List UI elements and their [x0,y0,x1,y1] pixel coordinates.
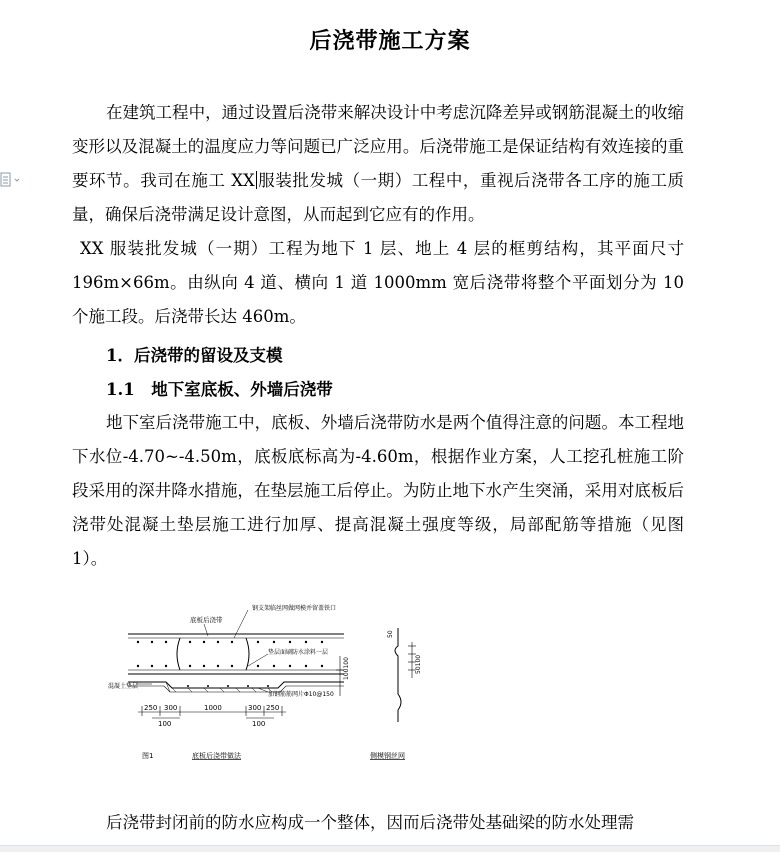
figure-label-top: 底板后浇带 [190,616,223,624]
figure-dim-1000: 1000 [204,704,222,712]
figure-dim-250b: 250 [266,704,280,712]
figure-dim-300b: 300 [248,704,262,712]
paragraph-intro-a: 在建筑工程中，通过设置后浇带来解决设计中考虑沉降差异或钢筋混凝土的收缩变形以及混凝土的温度应力等问题已广泛应用。后浇带施工是保证结构有效连接的重要环节。我司在施工 XX [72,103,684,190]
figure-label-waterproof: 垫层面刷防水涂料一层 [268,649,329,656]
figure-caption-left: 底板后浇带做法 [192,752,241,760]
figure-caption-right: 侧模钢丝网 [370,752,405,760]
paragraph-basement: 地下室后浇带施工中，底板、外墙后浇带防水是两个值得注意的问题。本工程地下水位-4.70~-4.50m，底板底标高为-4.60m，根据作业方案，人工挖孔桩施工阶段采用的深井降水措施，在垫层施工后停止。为防止地下水产生突涌，采用对底板后浇带处混凝土垫层施工进行加厚、提高混凝土强度等级，局部配筋等措施（见图 1）。 [72,413,684,568]
figure-label-cushion: 混凝土垫层 [108,683,139,690]
text-cursor [256,171,257,189]
paragraph-intro-b: 服装批发城（一期）工程中，重视后浇带各工序的施工质量，确保后浇带满足设计意图，从而起到它应有的作用。 [72,171,685,224]
figure-right-top-dim: 50 [387,630,394,638]
paragraph-intro [72,96,684,232]
paragraph-waterproof: 后浇带封闭前的防水应构成一个整体，因而后浇带处基础梁的防水处理需 [106,813,634,832]
figure-dim-300a: 300 [164,704,178,712]
figure-right-mid-dim: 50100 [415,654,422,674]
paragraph-project: XX 服装批发城（一期）工程为地下 1 层、地上 4 层的框剪结构，其平面尺寸 196m×66m。由纵向 4 道、横向 1 道 1000mm 宽后浇带将整个平面划分为 10 个施工段。后浇带长达 460m。 [72,239,684,326]
figure-dim-100b: 100 [252,720,266,728]
figure-label-mesh: 钢支架临丝网做网模并留盖铁口 [252,605,337,612]
figure-dim-250a: 250 [144,704,158,712]
figure-dim-right: 100100 [343,657,350,680]
figure-1-diagram [108,598,438,778]
page-title: 后浇带施工方案 [309,28,471,54]
paragraph-marker-icon[interactable] [0,172,22,188]
section-heading-1: 1．后浇带的留设及支模 [106,346,283,365]
section-heading-1-1: 1.1 地下室底板、外墙后浇带 [106,380,333,399]
figure-label-rebar: 加钢筋筋网片Φ10@150 [268,691,334,698]
figure-dim-100a: 100 [158,720,172,728]
window-bottom-edge [0,845,780,852]
figure-number: 图1 [142,752,154,760]
